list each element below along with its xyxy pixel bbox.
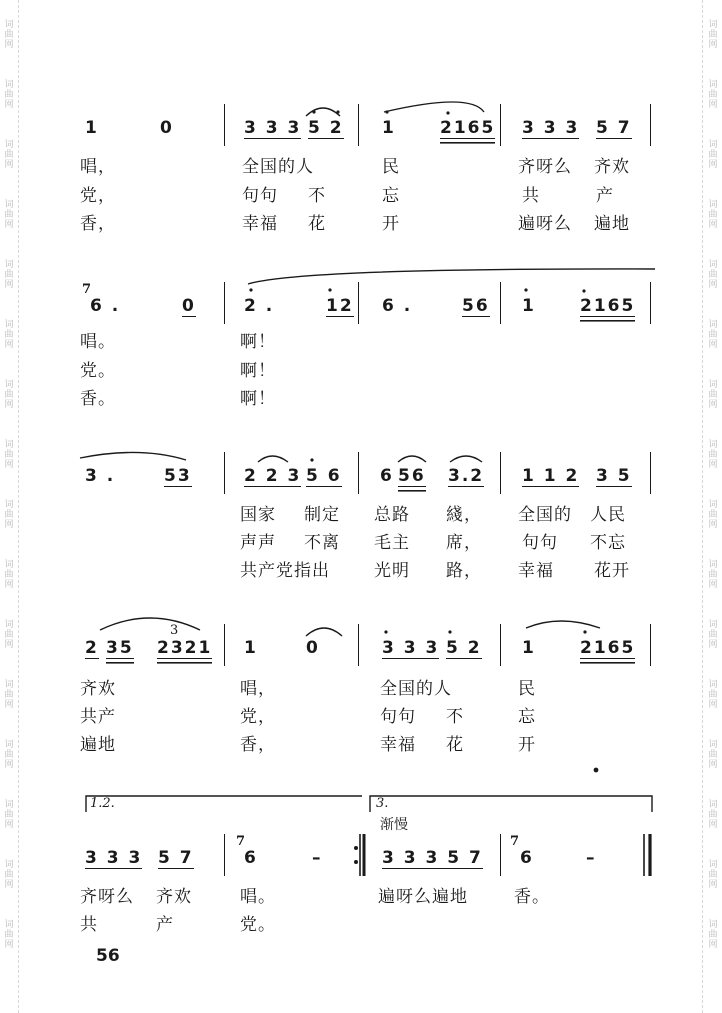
lyric: 香。 <box>514 887 550 907</box>
slur <box>526 621 600 628</box>
note: 6 <box>380 466 394 486</box>
note: 1 <box>522 296 536 316</box>
lyric: 席， <box>446 533 482 553</box>
barline <box>650 104 651 146</box>
note: 2 . <box>244 296 275 316</box>
note: 3 3 3 <box>244 118 302 138</box>
lyric: 共 <box>522 186 540 206</box>
slur <box>398 456 426 462</box>
slur <box>80 452 186 460</box>
lyric: 幸福 <box>518 561 554 581</box>
volta-2-label: 3. <box>376 796 389 811</box>
slur <box>384 102 484 112</box>
lyric: 香。 <box>80 389 116 409</box>
note: 2 <box>85 638 99 658</box>
lyric: 共 <box>80 915 98 935</box>
note: 3 3 3 <box>522 118 580 138</box>
lyric: 啊！ <box>240 332 276 352</box>
lyric: 党， <box>80 186 116 206</box>
volta-1-label: 1.2. <box>90 796 115 811</box>
note: 1 1 2 <box>522 466 580 486</box>
barline <box>224 624 225 666</box>
note: 5 6 <box>306 466 342 486</box>
lyric: 唱。 <box>240 887 276 907</box>
note: 2165 <box>580 638 636 658</box>
lyric: 唱。 <box>80 332 116 352</box>
lyric: 句句 <box>380 707 416 727</box>
barline <box>224 282 225 324</box>
lyric: 不离 <box>304 533 340 553</box>
lyric: 花开 <box>594 561 630 581</box>
lyric: 开 <box>518 735 536 755</box>
note: 5 2 <box>446 638 482 658</box>
lyric: 全国的人 <box>380 679 452 699</box>
barline <box>500 452 501 494</box>
barline <box>358 282 359 324</box>
lyric: 人民 <box>590 505 626 525</box>
lyric: 唱， <box>80 157 116 177</box>
dash: – <box>586 848 597 868</box>
lyric: 全国的 <box>518 505 572 525</box>
note: 2 2 3 <box>244 466 302 486</box>
note: 6 <box>244 848 258 868</box>
barline <box>224 834 225 876</box>
tempo-mark: 渐慢 <box>380 817 408 833</box>
lyric: 共产 <box>80 707 116 727</box>
note: 1 <box>244 638 258 658</box>
lyric: 遍呀么遍地 <box>378 887 468 907</box>
lyric: 香， <box>80 214 116 234</box>
barline <box>500 104 501 146</box>
lyric: 幸福 <box>242 214 278 234</box>
lyric: 产 <box>156 915 174 935</box>
note: 3 3 3 <box>85 848 143 868</box>
lyric: 齐呀么 <box>518 157 572 177</box>
barline <box>224 452 225 494</box>
lyric: 香， <box>240 735 276 755</box>
lyric: 遍地 <box>80 735 116 755</box>
lyric: 声声 <box>240 533 276 553</box>
lyric: 忘 <box>382 186 400 206</box>
note: 2165 <box>440 118 496 138</box>
barline <box>358 624 359 666</box>
lyric: 不 <box>446 707 464 727</box>
lyric: 产 <box>596 186 614 206</box>
grace-note: 7 <box>510 834 520 849</box>
note: 53 <box>164 466 192 486</box>
lyric: 齐欢 <box>80 679 116 699</box>
note: 6 <box>520 848 534 868</box>
lyric: 党。 <box>240 915 276 935</box>
slur <box>258 456 288 462</box>
note: 3 5 <box>596 466 632 486</box>
lyric: 啊！ <box>240 389 276 409</box>
page-number: 56 <box>96 946 120 966</box>
triplet-mark: 3 <box>170 623 179 638</box>
note: 6 . <box>90 296 121 316</box>
note: 5 7 <box>158 848 194 868</box>
lyric: 总路 <box>374 505 410 525</box>
lyric: 忘 <box>518 707 536 727</box>
note: 35 <box>106 638 134 658</box>
right-margin-line <box>702 0 703 1013</box>
lyric: 共产党指出 <box>240 561 330 581</box>
lyric: 句句 <box>522 533 558 553</box>
note: 1 <box>85 118 99 138</box>
watermark-left: 词曲网 词曲网 词曲网 词曲网 词曲网 词曲网 词曲网 词曲网 词曲网 词曲网 词曲网 词曲网 词曲网 词曲网 词曲网 词曲网 <box>4 20 14 950</box>
lyric: 花 <box>446 735 464 755</box>
lyric: 民 <box>382 157 400 177</box>
note: 3 3 3 5 7 <box>382 848 483 868</box>
note: 12 <box>326 296 354 316</box>
lyric: 党。 <box>80 361 116 381</box>
volta-1-bracket <box>86 796 362 812</box>
note: 3 3 3 <box>382 638 440 658</box>
barline <box>358 452 359 494</box>
note: 3.2 <box>448 466 485 486</box>
lyric: 唱， <box>240 679 276 699</box>
note: 3 . <box>85 466 116 486</box>
grace-note: 7 <box>82 282 92 297</box>
lyric: 綫， <box>446 505 482 525</box>
slur <box>100 618 200 630</box>
lyric: 开 <box>382 214 400 234</box>
lyric: 不 <box>308 186 326 206</box>
barline <box>650 452 651 494</box>
barline <box>224 104 225 146</box>
lyric: 毛主 <box>374 533 410 553</box>
note: 2321 <box>157 638 213 658</box>
lyric: 不忘 <box>590 533 626 553</box>
lyric: 民 <box>518 679 536 699</box>
note: 5 7 <box>596 118 632 138</box>
lyric: 幸福 <box>380 735 416 755</box>
barline <box>650 624 651 666</box>
note: 5 2 <box>308 118 344 138</box>
volta-2-bracket <box>370 796 652 812</box>
lyric: 啊！ <box>240 361 276 381</box>
slur <box>306 108 340 116</box>
lyric: 遍地 <box>594 214 630 234</box>
lyric: 花 <box>308 214 326 234</box>
lyric: 句句 <box>242 186 278 206</box>
note: 0 <box>182 296 196 316</box>
barline <box>500 624 501 666</box>
lyric: 齐呀么 <box>80 887 134 907</box>
grace-note: 7 <box>236 834 246 849</box>
left-margin-line <box>18 0 19 1013</box>
lyric: 制定 <box>304 505 340 525</box>
dash: – <box>312 848 323 868</box>
lyric: 党， <box>240 707 276 727</box>
note: 0 <box>160 118 174 138</box>
note: 0 <box>306 638 320 658</box>
lyric: 全国的人 <box>242 157 314 177</box>
barline <box>650 282 651 324</box>
slur <box>306 628 342 636</box>
note: 56 <box>398 466 426 486</box>
note: 1 <box>522 638 536 658</box>
lyric: 国家 <box>240 505 276 525</box>
note: 1 <box>382 118 396 138</box>
barline <box>500 834 501 876</box>
lyric: 齐欢 <box>156 887 192 907</box>
lyric: 遍呀么 <box>518 214 572 234</box>
slur <box>450 456 482 462</box>
lyric: 路， <box>446 561 482 581</box>
note: 6 . <box>382 296 413 316</box>
lyric: 齐欢 <box>594 157 630 177</box>
barline <box>358 104 359 146</box>
note: 2165 <box>580 296 636 316</box>
lyric: 光明 <box>374 561 410 581</box>
barline <box>500 282 501 324</box>
watermark-right: 词曲网 词曲网 词曲网 词曲网 词曲网 词曲网 词曲网 词曲网 词曲网 词曲网 词曲网 词曲网 词曲网 词曲网 词曲网 词曲网 <box>708 20 718 950</box>
slur <box>248 269 655 284</box>
note: 56 <box>462 296 490 316</box>
